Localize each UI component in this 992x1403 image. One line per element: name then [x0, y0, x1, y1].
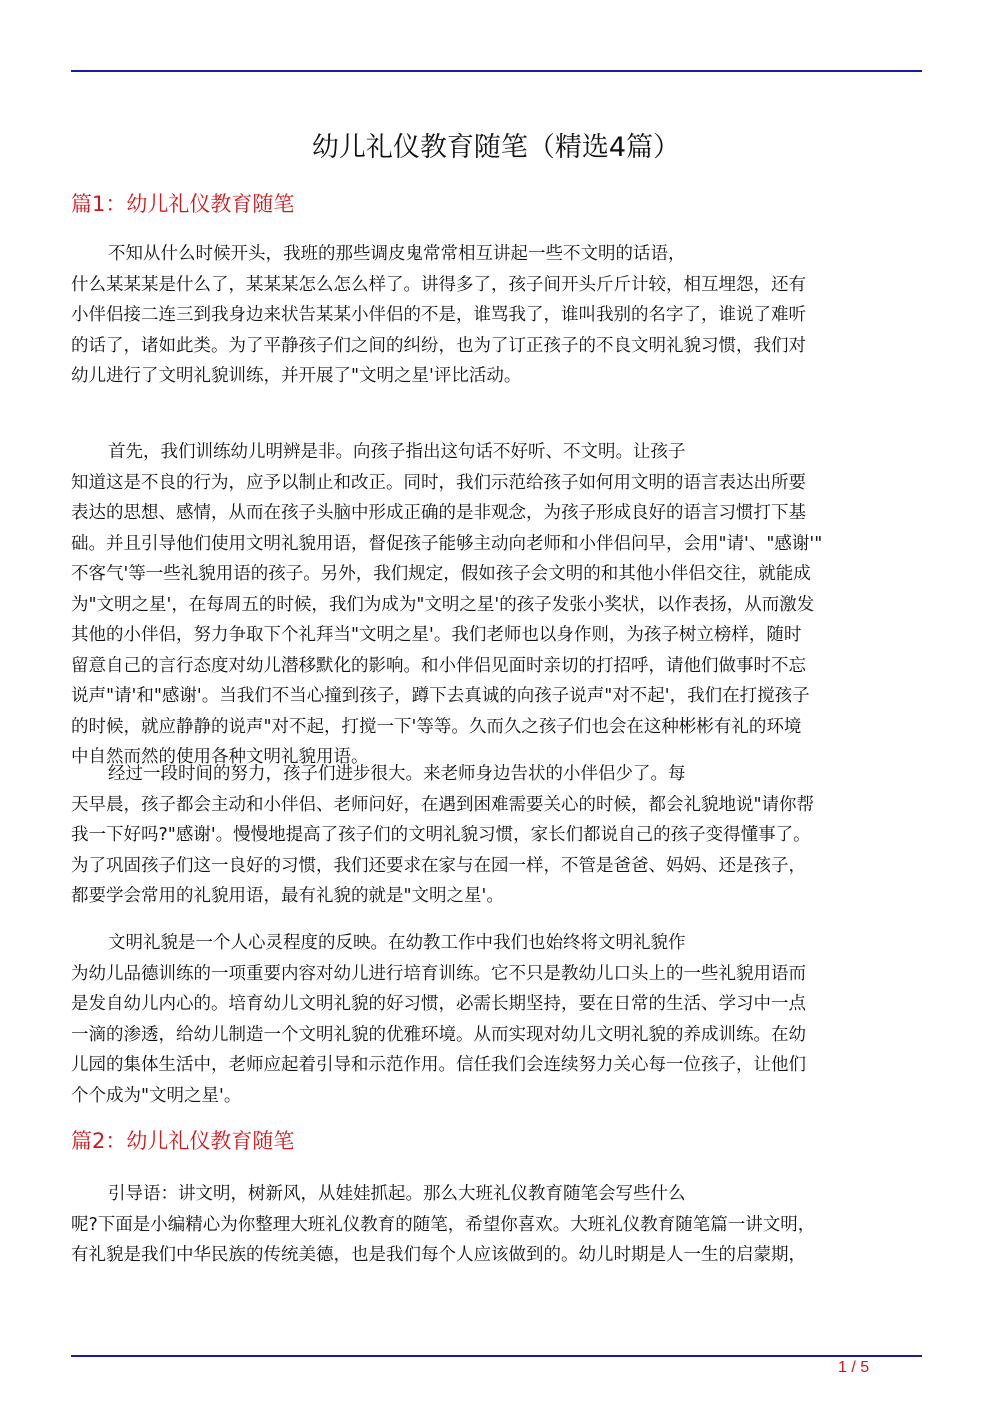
text-line: 中自然而然的使用各种文明礼貌用语。 — [71, 747, 369, 767]
paragraph — [71, 1179, 922, 1271]
text-line: 是发自幼儿内心的。培育幼儿文明礼貌的好习惯，必需长期坚持，要在日常的生活、学习中一点 — [71, 994, 806, 1014]
text-line: 引导语：讲文明，树新风，从娃娃抓起。那么大班礼仪教育随笔会写些什么 — [108, 1184, 686, 1204]
text-line: 经过一段时间的努力，孩子们进步很大。来老师身边告状的小伴侣少了。每 — [108, 764, 686, 784]
text-line: 不客气'等一些礼貌用语的孩子。另外，我们规定，假如孩子会文明的和其他小伴侣交往，就能成 — [71, 564, 811, 584]
paragraph — [71, 239, 922, 392]
text-line: 为了巩固孩子们这一良好的习惯，我们还要求在家与在园一样，不管是爸爸、妈妈、还是孩子， — [71, 855, 806, 876]
text-line: 说声"请'和"感谢'。当我们不当心撞到孩子，蹲下去真诚的向孩子说声"对不起'，我们在打搅孩子 — [71, 686, 810, 706]
text-line: 首先，我们训练幼儿明辨是非。向孩子指出这句话不好听、不文明。让孩子 — [108, 442, 686, 462]
text-line: 文明礼貌是一个人心灵程度的反映。在幼教工作中我们也始终将文明礼貌作 — [108, 933, 686, 953]
text-line: 呢?下面是小编精心为你整理大班礼仪教育的随笔，希望你喜欢。大班礼仪教育随笔篇一讲文明， — [71, 1214, 816, 1235]
paragraph — [71, 759, 922, 912]
text-line: 儿园的集体生活中，老师应起着引导和示范作用。信任我们会连续努力关心每一位孩子，让他们 — [71, 1055, 806, 1075]
text-line: 的话了，诸如此类。为了平静孩子们之间的纠纷，也为了订正孩子的不良文明礼貌习惯，我们对 — [71, 335, 806, 356]
text-line: 有礼貌是我们中华民族的传统美德，也是我们每个人应该做到的。幼儿时期是人一生的启蒙期， — [71, 1245, 806, 1265]
page-number: 1 / 5 — [838, 1359, 870, 1376]
footer-rule — [71, 1355, 922, 1357]
section-heading-1: 篇1：幼儿礼仪教育随笔 — [71, 192, 295, 216]
text-line: 幼儿进行了文明礼貌训练，并开展了"文明之星'评比活动。 — [71, 366, 522, 386]
text-line: 础。并且引导他们使用文明礼貌用语，督促孩子能够主动向老师和小伴侣问早，会用"请'、"感谢'" — [71, 533, 823, 554]
text-line: 其他的小伴侣，努力争取下个礼拜当"文明之星'。我们老师也以身作则，为孩子树立榜样，随时 — [71, 625, 802, 645]
text-line: 个个成为"文明之星'。 — [71, 1085, 242, 1106]
text-line: 小伴侣接二连三到我身边来状告某某小伴侣的不是，谁骂我了，谁叫我别的名字了，谁说了难听 — [71, 305, 806, 325]
text-line: 我一下好吗?"感谢'。慢慢地提高了孩子们的文明礼貌习惯，家长们都说自己的孩子变得懂事了。 — [71, 825, 811, 845]
text-line: 表达的思想、感情，从而在孩子头脑中形成正确的是非观念，为孩子形成良好的语言习惯打下基 — [71, 503, 806, 523]
text-line: 天早晨，孩子都会主动和小伴侣、老师问好，在遇到困难需要关心的时候，都会礼貌地说"请你帮 — [71, 794, 815, 815]
text-line: 什么某某某是什么了，某某某怎么怎么样了。讲得多了，孩子间开头斤斤计较，相互埋怨，还有 — [71, 274, 806, 295]
header-rule — [71, 70, 922, 72]
text-line: 不知从什么时候开头，我班的那些调皮鬼常常相互讲起一些不文明的话语， — [108, 244, 686, 264]
text-line: 留意自己的言行态度对幼儿潜移默化的影响。和小伴侣见面时亲切的打招呼，请他们做事时不忘 — [71, 655, 806, 676]
text-line: 知道这是不良的行为，应予以制止和改正。同时，我们示范给孩子如何用文明的语言表达出所要 — [71, 472, 806, 493]
text-line: 的时候，就应静静的说声"对不起，打搅一下'等等。久而久之孩子们也会在这种彬彬有礼的环境 — [71, 716, 802, 737]
paragraph — [71, 437, 922, 773]
text-line: 一滴的渗透，给幼儿制造一个文明礼貌的优雅环境。从而实现对幼儿文明礼貌的养成训练。在幼 — [71, 1024, 806, 1045]
paragraph — [71, 928, 922, 1111]
document-title: 幼儿礼仪教育随笔（精选4篇） — [311, 132, 681, 163]
text-line: 为幼儿品德训练的一项重要内容对幼儿进行培育训练。它不只是教幼儿口头上的一些礼貌用语而 — [71, 963, 806, 984]
text-line: 都要学会常用的礼貌用语，最有礼貌的就是"文明之星'。 — [71, 886, 504, 906]
section-heading-2: 篇2：幼儿礼仪教育随笔 — [71, 1129, 295, 1153]
text-line: 为"文明之星'，在每周五的时候，我们为成为"文明之星'的孩子发张小奖状，以作表扬，从而激发 — [71, 594, 815, 615]
